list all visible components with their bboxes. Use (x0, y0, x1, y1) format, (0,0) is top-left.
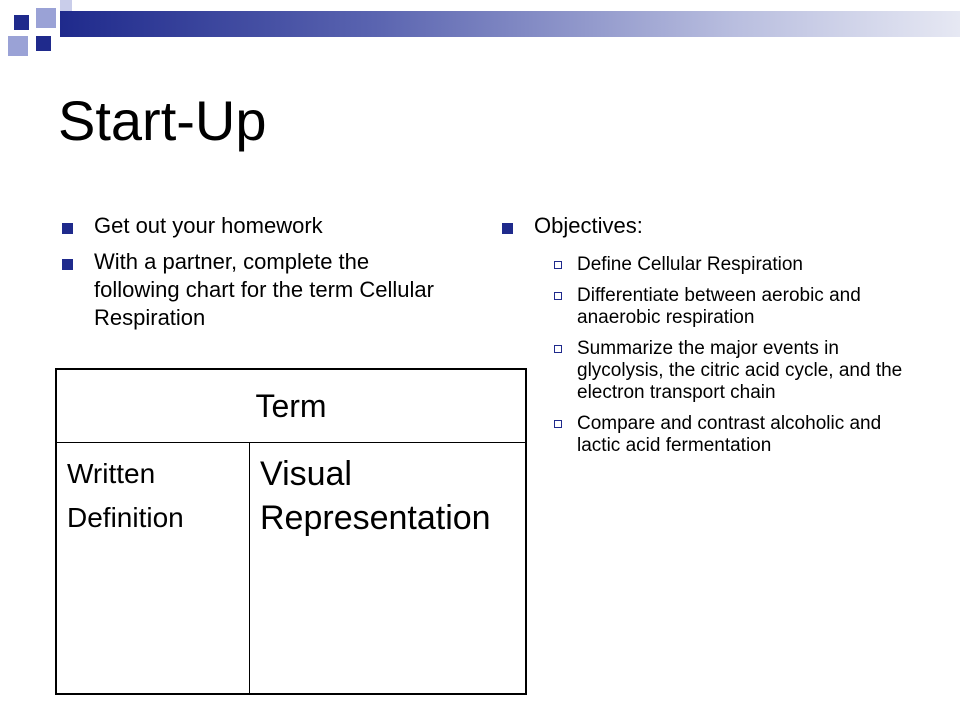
list-item (60, 212, 460, 240)
list-item-text: With a partner, complete the following chart for the term Cellular Respiration (94, 249, 434, 330)
square-bullet-icon (62, 223, 73, 234)
hollow-square-bullet-icon (554, 292, 562, 300)
hollow-square-bullet-icon (554, 345, 562, 353)
list-item (60, 248, 460, 332)
list-item-text: Get out your homework (94, 213, 323, 238)
objective-item (534, 338, 910, 404)
decorative-square (36, 36, 51, 51)
hollow-square-bullet-icon (554, 420, 562, 428)
decorative-square (36, 8, 56, 28)
objective-item (534, 254, 910, 276)
square-bullet-icon (502, 223, 513, 234)
objectives-sublist (534, 254, 910, 457)
instructions-list (60, 212, 460, 340)
slide-title: Start-Up (58, 89, 267, 152)
objectives-heading-item (500, 212, 910, 457)
visual-representation-cell: Visual Representation (260, 455, 491, 537)
header-banner (60, 11, 960, 37)
objectives-list (500, 212, 910, 466)
objective-text: Define Cellular Respiration (577, 254, 803, 275)
objective-text: Differentiate between aerobic and anaerobic respiration (577, 285, 861, 328)
objective-text: Summarize the major events in glycolysis, the citric acid cycle, and the electron transport chain (577, 338, 903, 403)
objective-item (534, 413, 910, 457)
hollow-square-bullet-icon (554, 261, 562, 269)
objectives-heading: Objectives: (534, 213, 643, 238)
objective-text: Compare and contrast alcoholic and lactic acid fermentation (577, 413, 882, 456)
chart-header: Term (57, 370, 525, 443)
decorative-square (60, 0, 72, 11)
term-chart (55, 368, 527, 695)
decorative-square (8, 36, 28, 56)
objective-item (534, 285, 910, 329)
written-definition-cell: Written Definition (67, 458, 184, 533)
chart-divider (249, 442, 250, 695)
square-bullet-icon (62, 259, 73, 270)
decorative-square (14, 15, 29, 30)
